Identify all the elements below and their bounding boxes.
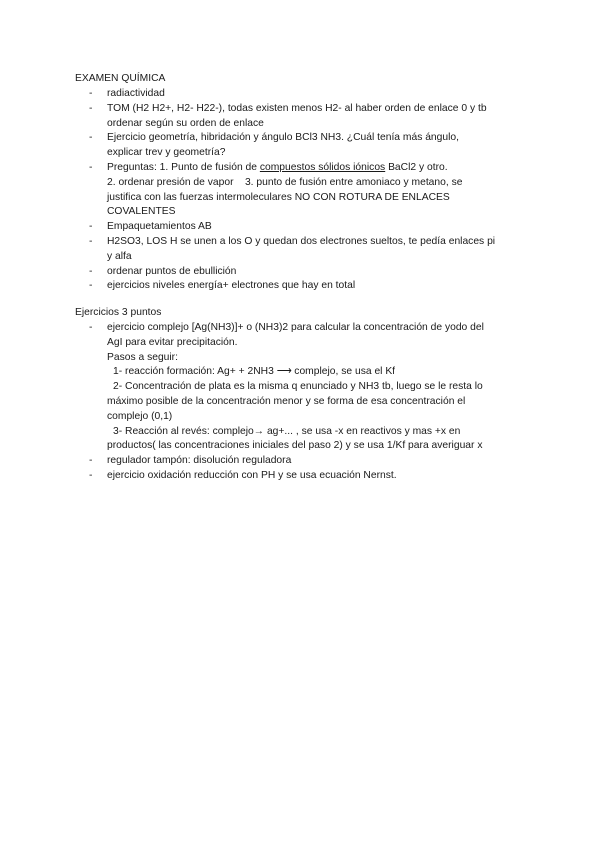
list-item-line: máximo posible de la concentración menor y se forma de esa concentración el (107, 395, 466, 407)
list-item-line: complejo (0,1) (107, 410, 173, 422)
document-title: EXAMEN QUÍMICA (75, 73, 166, 84)
bullet-dash: - (89, 102, 93, 114)
list-item-line: ordenar según su orden de enlace (107, 117, 264, 129)
list-item-text: ordenar puntos de ebullición (107, 265, 237, 277)
list-item-line: Pasos a seguir: (107, 351, 178, 363)
list-item-text: Empaquetamientos AB (107, 221, 212, 233)
list-item (75, 131, 535, 161)
bullet-dash: - (89, 88, 93, 99)
list-item-text: regulador tampón: disolución reguladora (107, 455, 292, 467)
list-item-line (107, 161, 535, 176)
list-item-line: AgI para evitar precipitación. (107, 336, 238, 348)
underlined-phrase: compuestos sólidos iónicos (259, 161, 386, 173)
list-item (75, 321, 535, 454)
list-item-line: TOM (H2 H2+, H2- H22-), todas existen menos H2- al haber orden de enlace 0 y tb (107, 102, 487, 114)
list-item (75, 235, 535, 265)
list-item (75, 161, 535, 220)
list-item-line: ejercicio complejo [Ag(NH3)]+ o (NH3)2 para calcular la concentración de yodo del (107, 322, 484, 333)
list-item-line: H2SO3, LOS H se unen a los O y quedan dos electrones sueltos, te pedía enlaces pi (107, 235, 496, 247)
list-item-text: ejercicio oxidación reducción con PH y se usa ecuación Nernst. (107, 469, 397, 481)
step-line: 2- Concentración de plata es la misma q enunciado y NH3 tb, luego se le resta lo (113, 381, 483, 393)
list-item-line: justifica con las fuerzas intermoleculares NO CON ROTURA DE ENLACES (107, 191, 450, 203)
list-item-line: explicar trev y geometría? (107, 147, 226, 159)
list-item (75, 87, 535, 102)
list-item-line: COVALENTES (107, 206, 176, 218)
questions-suffix: BaCl2 y otro. (385, 161, 448, 173)
bullet-dash: - (89, 265, 93, 277)
list-item (75, 102, 535, 132)
list-item-line: Ejercicio geometría, hibridación y ángulo BCl3 NH3. ¿Cuál tenía más ángulo, (107, 132, 459, 144)
exam-topics-list (75, 87, 535, 294)
list-item (75, 454, 535, 469)
list-item (75, 279, 535, 294)
bullet-dash: - (89, 280, 93, 292)
step-line: 3- Reacción al revés: complejo→ ag+... , se usa -x en reactivos y mas +x en (113, 425, 461, 437)
bullet-dash: - (89, 221, 93, 233)
list-item (75, 265, 535, 280)
list-item-text: ejercicios niveles energía+ electrones que hay en total (107, 280, 356, 292)
list-item-text: radiactividad (107, 88, 165, 99)
list-item (75, 220, 535, 235)
list-item-line: y alfa (107, 250, 132, 262)
bullet-dash: - (89, 132, 93, 144)
section-title: Ejercicios 3 puntos (75, 307, 162, 318)
three-point-exercises-list (75, 321, 535, 484)
step-line: 1- reacción formación: Ag+ + 2NH3 ⟶ complejo, se usa el Kf (113, 366, 396, 378)
bullet-dash: - (89, 235, 93, 247)
questions-prefix: Preguntas: 1. Punto de fusión de (107, 161, 260, 173)
bullet-dash: - (89, 455, 93, 467)
list-item-line: 2. ordenar presión de vapor 3. punto de fusión entre amoniaco y metano, se (107, 176, 463, 188)
bullet-dash: - (89, 161, 93, 173)
list-item-line: productos( las concentraciones iniciales del paso 2) y se usa 1/Kf para averiguar x (107, 440, 483, 452)
bullet-dash: - (89, 469, 93, 481)
bullet-dash: - (89, 322, 93, 333)
list-item (75, 469, 535, 484)
